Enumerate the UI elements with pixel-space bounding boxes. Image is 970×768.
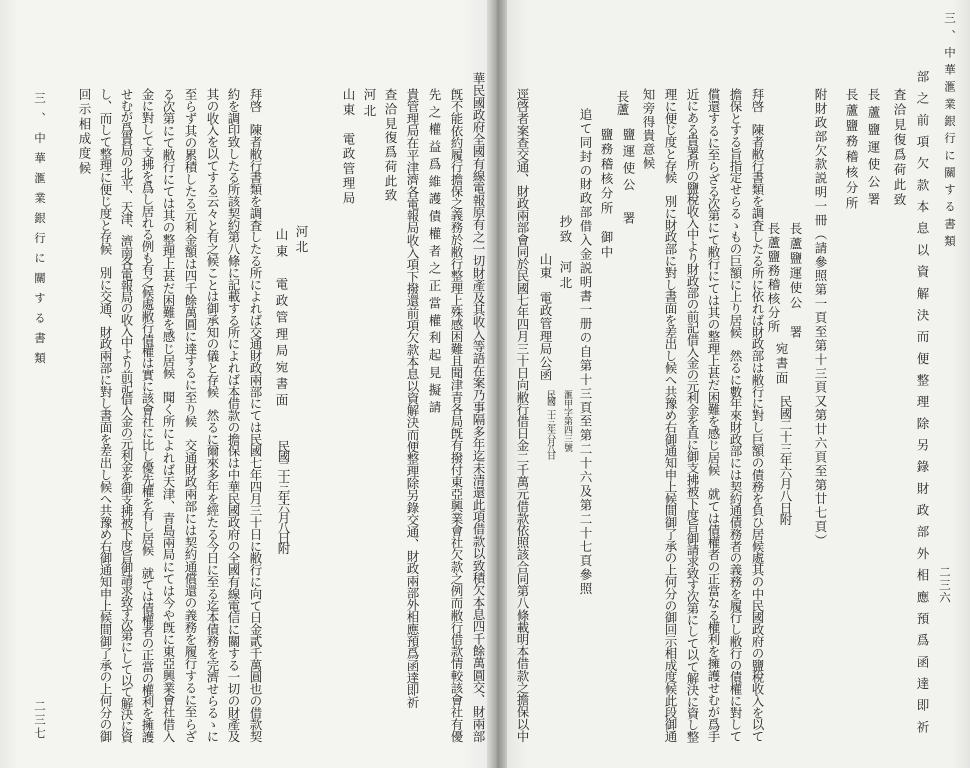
letter-heading-addressee: 長蘆鹽運使公 署 <box>788 222 803 340</box>
letter-date: 民國二十三年六月八日附 <box>778 395 793 526</box>
closing-line: 査洽見復爲荷此致 <box>892 88 907 208</box>
running-header-right: 三、中華滙業銀行に關する書類 <box>943 12 957 252</box>
text-column: 至らず其の累積したる元利金額は四千餘萬圓に達するに至り候 交通財政兩部には契約通償還の義務を履行するに至らざ <box>183 88 198 743</box>
text-column: 償還するに至らざる次第にて敝行にては其の整理上甚だ困難を感じ居候 就ては債權者の正當なる權利を擁護せむが爲手 <box>706 88 721 743</box>
addressee-line: 長蘆鹽務稽核分所 <box>844 88 859 212</box>
book-spine <box>487 0 507 768</box>
addressee-line: 山東 電政管理局 <box>341 88 356 206</box>
text-column: 金に對して支拂を爲し居れる例も有之候處敝行債權は實に該會社に比し優先權を有し居候 就ては債權者の正當の權利を擁護 <box>140 88 155 743</box>
letter-heading-sender: 抄致 河北 <box>558 215 573 291</box>
addressee-line: 長蘆鹽運使公署 <box>866 88 881 210</box>
letter-heading-label: 宛書面 <box>774 342 789 386</box>
letter-date: 民國二十三年六月八日附 <box>276 440 291 553</box>
text-column: 約を調印致したる所該契約第八條に記載する所によれば本借款の擔保は中華民國政府の全國有線電信に關する一切の財產及 <box>226 88 241 743</box>
text-column: 理に便じ度と存候 別に財政部に對し書面を差出し候へ共豫め右御通知申上候間御了承の上何分の御回示相成度候此段御通 <box>663 88 678 743</box>
text-column: 逕啓者案查交通、財政兩部會同於民國七年四月三十日向敝行借日金二千萬元借款依照該合同第八條載明本借款之擔保以中 <box>515 88 530 743</box>
page-number-right: 二三六 <box>938 566 952 604</box>
addressee-line: 鹽運使公 署 <box>621 128 636 228</box>
text-column: 其の收入を以てする云々と有之候ことは御承知の儀と存候 然るに爾來多年を經たる今日に至る迄本債務を完濟せらるゝに <box>205 88 220 743</box>
text-column: 部之前項欠款本息以資解決而便整理除另錄財政部外相應預爲函達即祈 <box>915 70 930 742</box>
addressee-line: 河北 <box>362 88 377 120</box>
closing-line: 查洽見復爲荷此致 <box>383 88 398 203</box>
text-column: し、而して整理に便じ度と存候 別に交通、財政兩部に對し書面を差出し候へ共豫め右御通知申上候間御了承の上何分の御 <box>98 88 113 743</box>
addressee-prefix: 長蘆 <box>615 90 630 116</box>
text-column: る次第にて敝行にては其の整理上甚だ困難を感じ居候 聞く所によれば天津、青島兩局にては今や旣に東亞興業會社借入 <box>161 88 176 743</box>
letter-heading-addressee: 長蘆鹽務稽核分所 <box>766 222 781 334</box>
text-column: 貴管理局在平津濟各電報局收入項下撥還前項欠款本息以資解決而便整理除另錄交通、財政兩部外相應預爲函達即祈 <box>405 88 420 709</box>
text-column: 近にある貴署所の鹽稅收入中より財政部の前記借入金の元利金を直に御支拂被下度旨御請求致す次第にして以て解決に資し整 <box>685 88 700 743</box>
postscript-line: 追て同封の財政部借入金説明書一册の自第十三頁至第二十六及第二十七頁參照 <box>578 108 593 596</box>
letter-heading-addressee: 山東 電政管理局宛書面 <box>274 228 289 410</box>
text-column: せむが爲貴局の北平、天津、濟南各電報局の收入中より前記借入金の元利金を御支拂被下度旨御請求致す次第にして以て解決に資 <box>119 88 134 743</box>
text-column: 回示相成度候 <box>77 88 92 176</box>
text-column: 旣不能依約履行擔保之義務於敝行整理上殊感困難且聞津青各局旣有撥付東亞興業會社欠款之例而敝行借款情較該會社有優 <box>449 88 464 743</box>
letter-date: 民國二十三年六月八日 <box>545 390 555 459</box>
addressee-line: 鹽務稽核分所 御中 <box>599 128 614 260</box>
letter-heading-sender: 山東 電政管理局公函 <box>538 253 553 381</box>
letter-heading-addressee: 河北 <box>294 225 309 255</box>
text-column: 擔保とする旨指定せらるゝもの巨額に上り居候 然るに數年來財政部には契約通債務者の義務を履行し敝行の債權に對して <box>728 88 743 743</box>
text-column: 拜啓 陳者敝行書類を調査したる所によれば交通財政兩部にては民國七年四月三十日に敝行に向て日金貳千萬圓也の借款契 <box>248 88 263 743</box>
page-number-left: 二三七 <box>33 700 47 740</box>
text-column: 華民國政府全國有線電報原有之一切財產及其收入等語在案乃事隔多年迄未清還此項借款以致積欠本息四千餘萬圓交、財兩部 <box>471 72 486 743</box>
text-column: 拜啓 陳者敝行書類を調査したる所に依れば財政部は敝行に對し巨額の債務を負ひ居候處其の中民國政府の鹽稅收入を以て <box>750 88 765 743</box>
text-column: 先之權益爲維護債權者之正當權利起見擬請 <box>427 88 442 418</box>
running-header-left: 三、中華滙業銀行に關する書類 <box>33 92 47 372</box>
reference-number: 滙甲字第四三號 <box>562 390 572 453</box>
attachment-note: 附財政部欠款説明一冊（請參照第一頁至第十三頁又第廿六頁至第廿七頁） <box>813 88 828 548</box>
text-column: 知旁得貴意候 <box>641 88 656 170</box>
